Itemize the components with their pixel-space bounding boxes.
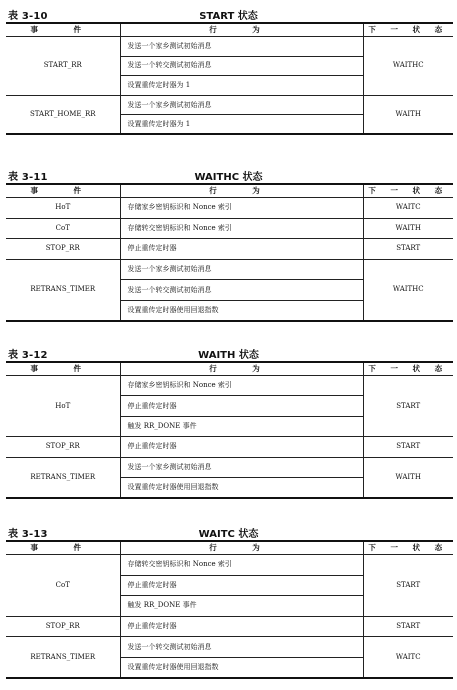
action-cell: 发送一个转交测试初始消息 — [120, 637, 363, 658]
event-cell: STOP_RR — [6, 239, 120, 260]
table-row — [6, 376, 453, 396]
table-number: 表 3-13 — [8, 529, 48, 540]
table-block — [0, 524, 457, 679]
action-cell: 存储家乡密钥标识和 Nonce 索引 — [120, 376, 363, 396]
table-block — [0, 345, 457, 499]
header-next: 下 一 状 态 — [363, 541, 453, 555]
table-row — [6, 198, 453, 219]
header-next: 下 一 状 态 — [363, 23, 453, 37]
next-state-cell: WAITHC — [363, 259, 453, 321]
action-cell: 存储家乡密钥标识和 Nonce 索引 — [120, 198, 363, 219]
table-number: 表 3-10 — [8, 11, 48, 22]
state-table — [6, 361, 453, 499]
state-table — [6, 183, 453, 322]
next-state-cell: WAITC — [363, 637, 453, 678]
action-cell: 停止重传定时器 — [120, 437, 363, 457]
action-cell: 设置重传定时器使用回退指数 — [120, 477, 363, 497]
next-state-cell: WAITH — [363, 457, 453, 498]
action-cell: 设置重传定时器为 1 — [120, 115, 363, 135]
next-state-cell: WAITH — [363, 95, 453, 134]
table-title: WAITC 状态 — [198, 529, 259, 540]
table-block — [0, 6, 457, 135]
header-row — [6, 184, 453, 198]
table-row — [6, 259, 453, 280]
table-block — [0, 167, 457, 322]
table-title: START 状态 — [199, 11, 258, 22]
action-cell: 发送一个转交测试初始消息 — [120, 280, 363, 301]
table-caption — [0, 524, 457, 540]
action-cell: 设置重传定时器使用回退指数 — [120, 657, 363, 678]
action-cell: 触发 RR_DONE 事件 — [120, 596, 363, 617]
header-row — [6, 23, 453, 37]
header-event: 事 件 — [6, 23, 120, 37]
header-event: 事 件 — [6, 184, 120, 198]
table-row — [6, 437, 453, 457]
action-cell: 发送一个家乡测试初始消息 — [120, 457, 363, 477]
table-row — [6, 637, 453, 658]
action-cell: 停止重传定时器 — [120, 616, 363, 637]
action-cell: 设置重传定时器为 1 — [120, 76, 363, 96]
action-cell: 发送一个转交测试初始消息 — [120, 56, 363, 76]
table-row — [6, 616, 453, 637]
next-state-cell: START — [363, 376, 453, 437]
header-row — [6, 362, 453, 376]
table-row — [6, 37, 453, 57]
header-event: 事 件 — [6, 541, 120, 555]
action-cell: 停止重传定时器 — [120, 396, 363, 416]
header-action: 行 为 — [120, 184, 363, 198]
event-cell: STOP_RR — [6, 616, 120, 637]
table-caption — [0, 6, 457, 22]
event-cell: RETRANS_TIMER — [6, 637, 120, 678]
table-caption — [0, 167, 457, 183]
table-number: 表 3-12 — [8, 350, 48, 361]
table-row — [6, 239, 453, 260]
next-state-cell: WAITHC — [363, 37, 453, 96]
event-cell: STOP_RR — [6, 437, 120, 457]
table-caption — [0, 345, 457, 361]
action-cell: 发送一个家乡测试初始消息 — [120, 37, 363, 57]
header-row — [6, 541, 453, 555]
next-state-cell: START — [363, 616, 453, 637]
action-cell: 停止重传定时器 — [120, 575, 363, 596]
table-title: WAITHC 状态 — [194, 172, 263, 183]
next-state-cell: WAITH — [363, 218, 453, 239]
event-cell: RETRANS_TIMER — [6, 259, 120, 321]
action-cell: 存储转交密钥标识和 Nonce 索引 — [120, 218, 363, 239]
event-cell: CoT — [6, 555, 120, 617]
next-state-cell: START — [363, 239, 453, 260]
table-title: WAITH 状态 — [198, 350, 259, 361]
table-row — [6, 218, 453, 239]
table-number: 表 3-11 — [8, 172, 48, 183]
action-cell: 存储转交密钥标识和 Nonce 索引 — [120, 555, 363, 576]
action-cell: 停止重传定时器 — [120, 239, 363, 260]
header-action: 行 为 — [120, 541, 363, 555]
table-row — [6, 555, 453, 576]
action-cell: 设置重传定时器使用回退指数 — [120, 300, 363, 321]
event-cell: START_RR — [6, 37, 120, 96]
event-cell: HoT — [6, 198, 120, 219]
event-cell: START_HOME_RR — [6, 95, 120, 134]
header-action: 行 为 — [120, 362, 363, 376]
table-row — [6, 95, 453, 115]
header-next: 下 一 状 态 — [363, 362, 453, 376]
next-state-cell: START — [363, 555, 453, 617]
next-state-cell: WAITC — [363, 198, 453, 219]
event-cell: CoT — [6, 218, 120, 239]
header-next: 下 一 状 态 — [363, 184, 453, 198]
event-cell: HoT — [6, 376, 120, 437]
table-row — [6, 457, 453, 477]
state-table — [6, 540, 453, 679]
action-cell: 发送一个家乡测试初始消息 — [120, 259, 363, 280]
action-cell: 发送一个家乡测试初始消息 — [120, 95, 363, 115]
action-cell: 触发 RR_DONE 事件 — [120, 416, 363, 436]
event-cell: RETRANS_TIMER — [6, 457, 120, 498]
state-table — [6, 22, 453, 135]
next-state-cell: START — [363, 437, 453, 457]
header-event: 事 件 — [6, 362, 120, 376]
header-action: 行 为 — [120, 23, 363, 37]
